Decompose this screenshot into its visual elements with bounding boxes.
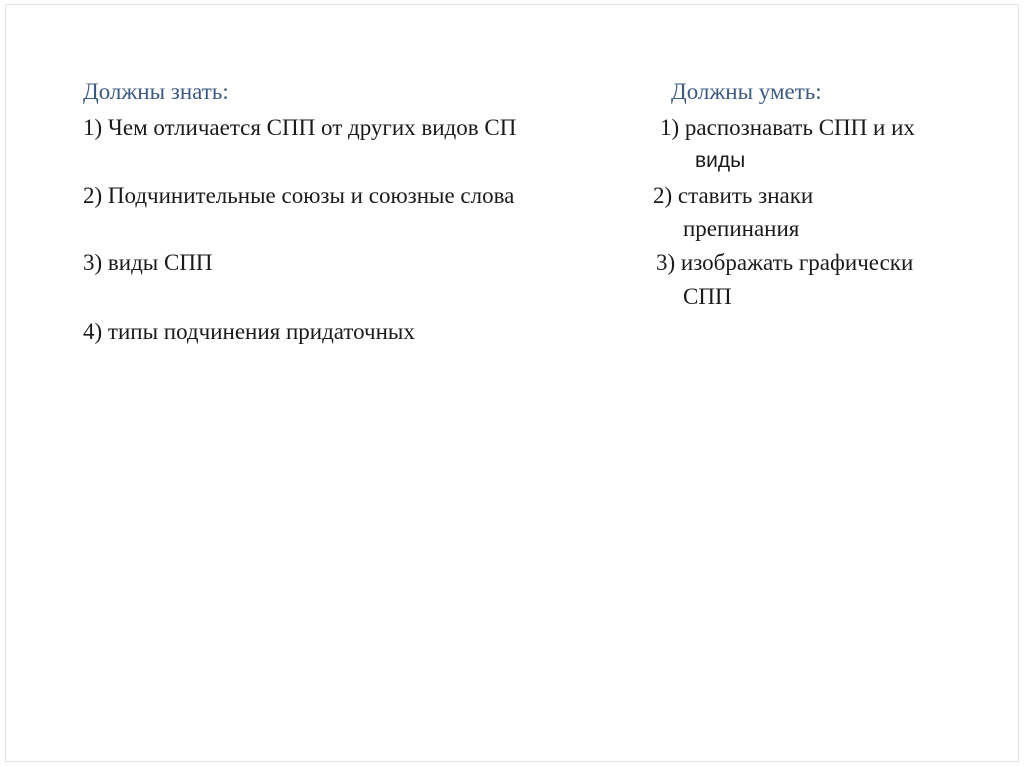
right-item-2-line2: препинания — [683, 216, 800, 241]
right-item-3-line2: СПП — [683, 284, 732, 309]
left-item-1: 1) Чем отличается СПП от других видов СП — [83, 115, 517, 140]
left-item-2: 2) Подчинительные союзы и союзные слова — [83, 183, 515, 208]
left-heading: Должны знать: — [83, 79, 229, 104]
right-item-1-line2: виды — [695, 149, 746, 172]
right-item-1-line1: 1) распознавать СПП и их — [660, 115, 915, 140]
left-item-4: 4) типы подчинения придаточных — [83, 319, 415, 344]
slide — [5, 4, 1019, 762]
left-item-3: 3) виды СПП — [83, 250, 213, 275]
right-heading: Должны уметь: — [671, 79, 822, 104]
right-item-2-line1: 2) ставить знаки — [653, 183, 814, 208]
right-item-3-line1: 3) изображать графически — [656, 250, 914, 275]
